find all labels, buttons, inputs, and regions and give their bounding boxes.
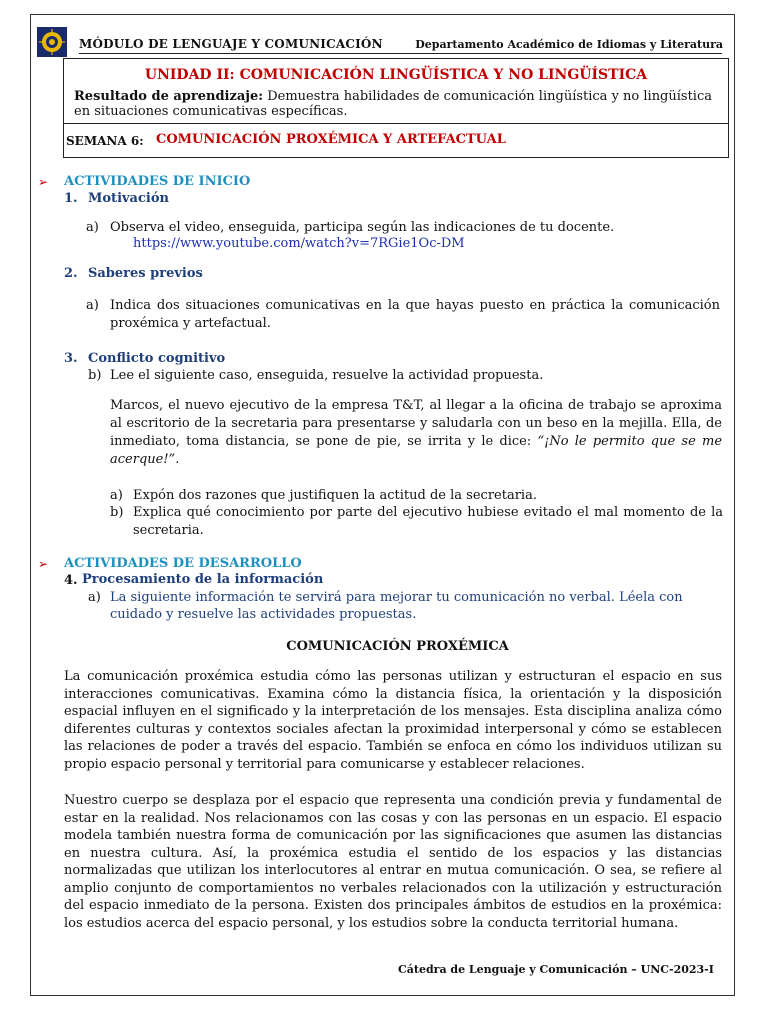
week-topic: COMUNICACIÓN PROXÉMICA Y ARTEFACTUAL [156, 132, 506, 147]
article-title: COMUNICACIÓN PROXÉMICA [286, 639, 509, 654]
unit-divider [64, 123, 728, 124]
article-paragraph-1: La comunicación proxémica estudia cómo las personas utilizan y estructuran el espacio en sus interacciones comunicativas. Examina cómo la distancia física, la orientación y la disposición espacial influyen en el significado y la interpretación de los mensajes. Esta disciplina analiza cómo diferentes culturas y contextos sociales afectan la proximidad interpersonal y cómo se establecen las relaciones de poder a través del espacio. También se enfoca en cómo los individuos utilizan su propio espacio personal y territorial para comunicarse y establecer relaciones. [64, 669, 722, 772]
unit-box [63, 58, 729, 158]
procesamiento-heading: Procesamiento de la información [82, 572, 324, 587]
saberes-a-label: a) [86, 298, 99, 313]
article-paragraph-2: Nuestro cuerpo se desplaza por el espacio que representa una condición previa y fundamental de estar en la realidad. Nos relacionamos con las cosas y con las personas en un espacio. El espacio modela también nuestra forma de comunicación por las significaciones que asumen las distancias en nuestra cultura. Así, la proxémica estudia el sentido de los espacios y las distancias normalizadas que utilizan los interlocutores al entrar en mutua comunicación. O sea, se refiere al amplio conjunto de comportamientos no verbales relacionados con la utilización y estructuración del espacio inmediato de la persona. Existen dos principales ámbitos de estudios en la proxémica: los estudios acerca del espacio personal, y los estudios sobre la conducta territorial humana. [64, 793, 722, 931]
saberes-a-text: Indica dos situaciones comunicativas en la que hayas puesto en práctica la comunicación proxémica y artefactual. [110, 298, 720, 331]
case-quote: “¡No le permito que se me acerque!”. [110, 434, 723, 467]
unit-title: UNIDAD II: COMUNICACIÓN LINGÜÍSTICA Y NO LINGÜÍSTICA [144, 67, 648, 83]
conflicto-heading: Conflicto cognitivo [88, 351, 226, 366]
desarrollo-arrow-icon: ➢ [38, 557, 49, 571]
inicio-heading: ACTIVIDADES DE INICIO [64, 174, 251, 189]
procesamiento-a-text: La siguiente información te servirá para mejorar tu comunicación no verbal. Léela con cuidado y resuelve las actividades propuestas. [110, 590, 683, 622]
question-b-label: b) [110, 505, 124, 520]
conflicto-number: 3. [64, 351, 78, 366]
page-footer: Cátedra de Lenguaje y Comunicación – UNC-2023-I [398, 963, 714, 976]
motivacion-heading: Motivación [88, 191, 169, 206]
question-b-text: Explica qué conocimiento por parte del ejecutivo hubiese evitado el mal momento de la secretaria. [133, 505, 723, 538]
procesamiento-number: 4. [64, 573, 78, 588]
conflicto-b-label: b) [88, 368, 102, 383]
desarrollo-heading: ACTIVIDADES DE DESARROLLO [64, 556, 302, 571]
department-name: Departamento Académico de Idiomas y Literatura [415, 38, 723, 51]
saberes-heading: Saberes previos [88, 266, 203, 281]
question-a-label: a) [110, 488, 123, 503]
inicio-arrow-icon: ➢ [38, 175, 49, 189]
procesamiento-a-label: a) [88, 590, 101, 605]
university-logo-icon [37, 27, 67, 57]
motivacion-number: 1. [64, 191, 78, 206]
header-divider [79, 53, 722, 54]
learning-result-label: Resultado de aprendizaje: [74, 89, 264, 104]
question-a-text: Expón dos razones que justifiquen la actitud de la secretaria. [133, 488, 537, 503]
case-text: Marcos, el nuevo ejecutivo de la empresa T&T, al llegar a la oficina de trabajo se aproxima al escritorio de la secretaria para presentarse y saludarla con un beso en la mejilla. Ella, de inmediato, toma distancia, se pone de pie, se irrita y le dice: [110, 398, 722, 449]
week-label: SEMANA 6: [66, 134, 144, 148]
saberes-number: 2. [64, 266, 78, 281]
learning-result-text: Demuestra habilidades de comunicación lingüística y no lingüística en situaciones comunicativas específicas. [74, 89, 712, 119]
page-header [33, 25, 723, 61]
motivacion-a-label: a) [86, 220, 99, 235]
motivacion-a-text: Observa el video, enseguida, participa según las indicaciones de tu docente. [110, 220, 615, 235]
case-paragraph [110, 397, 722, 469]
conflicto-b-text: Lee el siguiente caso, enseguida, resuelve la actividad propuesta. [110, 368, 544, 383]
learning-result [74, 89, 724, 119]
module-title: MÓDULO DE LENGUAJE Y COMUNICACIÓN [79, 37, 383, 51]
video-link[interactable]: https://www.youtube.com/watch?v=7RGie1Oc-DM [133, 236, 465, 251]
